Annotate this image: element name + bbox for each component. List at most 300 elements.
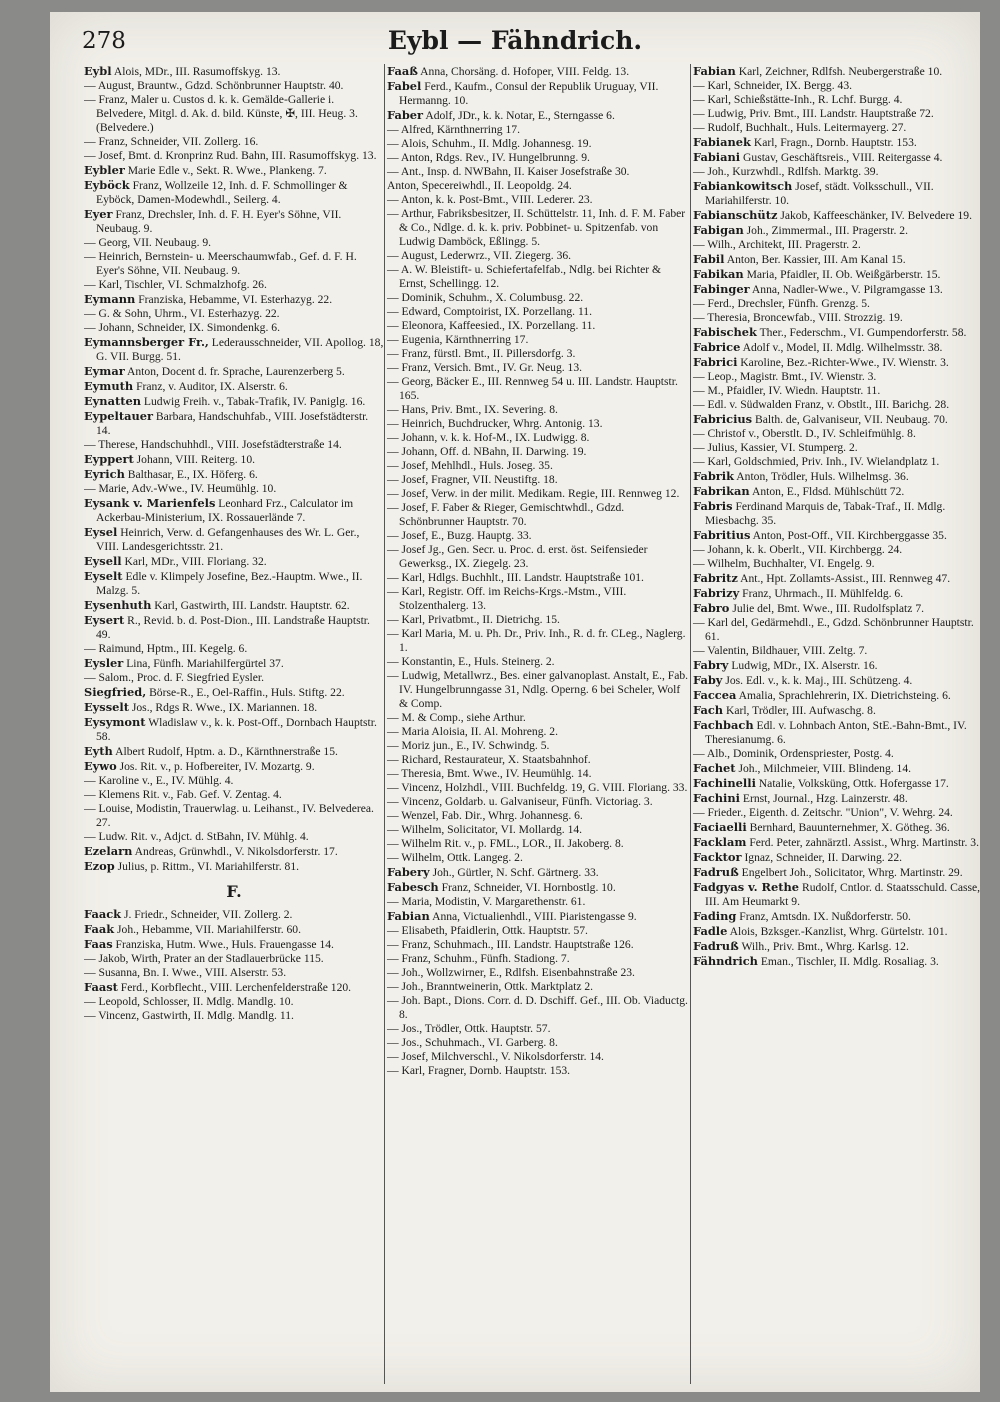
entry-details: Karl, Fragn., Dornb. Hauptstr. 153. [750,136,917,149]
directory-entry [387,319,689,333]
entry-details: Ferd. Peter, zahnärztl. Assist., Whrg. Martinstr. 3. [746,836,979,849]
entry-details: Karl, Gastwirth, III. Landstr. Hauptstr. 62. [151,599,350,612]
entry-surname: Eymann [84,292,136,306]
entry-details: — Arthur, Fabriksbesitzer, II. Schüttelstr. 11, Inh. d. F. M. Faber & Co., Ndlge. d. k. k. priv. Pobbinet- u. Spitzenfab. von Ludwig Damböck, Eßlingg. 5. [387,207,686,248]
directory-entry [84,452,384,467]
entry-details: Franz, Uhrmach., II. Mühlfeldg. 6. [739,587,904,600]
entry-details: Anton, Ber. Kassier, III. Am Kanal 15. [724,253,906,266]
directory-entry [693,340,983,355]
directory-entry [387,193,689,207]
entry-details: — Theresia, Bmt. Wwe., IV. Heumühlg. 14. [387,767,592,780]
entry-surname: Eypeltauer [84,409,154,423]
entry-details: Josef, städt. Volksschull., VII. Mariahilferstr. 10. [705,180,934,207]
entry-details: Natalie, Volksküng, Ottk. Hofergasse 17. [755,777,949,790]
directory-entry [84,980,384,995]
entry-details: — Wilhelm Rit. v., p. FML., LOR., II. Jakoberg. 8. [387,837,624,850]
directory-entry [693,616,983,644]
entry-details: Jos. Edl. v., k. k. Maj., III. Schützeng. 4. [722,674,913,687]
directory-entry [84,642,384,656]
entry-details: — Dominik, Schuhm., X. Columbusg. 22. [387,291,584,304]
directory-entry [693,121,983,135]
entry-details: Edle v. Klimpely Josefine, Bez.-Hauptm. Wwe., II. Malzg. 5. [96,570,363,597]
entry-details: — August, Lederwrz., VII. Ziegerg. 36. [387,249,572,262]
entry-details: — Ferd., Drechsler, Fünfh. Grenzg. 5. [693,297,870,310]
entry-details: — Susanna, Bn. I. Wwe., VIII. Alserstr. 53. [84,966,287,979]
entry-surname: Fabritz [693,571,738,585]
directory-entry [387,249,689,263]
directory-entry [693,179,983,208]
directory-entry [84,788,384,802]
directory-entry [693,370,983,384]
directory-entry [693,150,983,165]
entry-surname: Siegfried, [84,685,147,699]
entry-surname: Fachinelli [693,776,756,790]
entry-surname: Faast [84,980,118,994]
entry-details: Albert Rudolf, Hptm. a. D., Kärnthnerstraße 15. [112,745,338,758]
directory-entry [387,865,689,880]
entry-details: — Joh., Wollzwirner, E., Rdlfsh. Eisenbahnstraße 23. [387,966,635,979]
directory-entry [84,335,384,364]
entry-surname: Fabigan [693,223,744,237]
entry-details: — G. & Sohn, Uhrm., VI. Esterhazyg. 22. [84,307,280,320]
directory-entry [84,613,384,642]
entry-surname: Fabiani [693,150,741,164]
entry-details: — Heinrich, Buchdrucker, Whrg. Antonig. 13. [387,417,603,430]
directory-entry [387,207,689,249]
directory-entry [84,135,384,149]
entry-surname: Fabrik [693,469,735,483]
entry-surname: Fabricius [693,412,753,426]
directory-entry [387,417,689,431]
entry-details: Anton, Trödler, Huls. Wilhelmsg. 36. [734,470,909,483]
directory-entry [387,938,689,952]
directory-entry [387,739,689,753]
directory-entry [84,656,384,671]
directory-entry [84,685,384,700]
entry-details: Johann, VIII. Reiterg. 10. [133,453,256,466]
directory-entry [84,438,384,452]
directory-entry [84,995,384,1009]
column-1 [84,64,384,1384]
directory-entry [693,820,983,835]
directory-entry [387,137,689,151]
directory-entry [693,427,983,441]
directory-entry [693,924,983,939]
directory-entry [84,207,384,236]
directory-entry [693,791,983,806]
entry-surname: Faaß [387,64,418,78]
directory-entry [387,473,689,487]
directory-entry [693,718,983,747]
entry-details: Franziska, Hebamme, VI. Esterhazyg. 22. [135,293,333,306]
entry-details: Joh., Zimmermal., III. Pragerstr. 2. [743,224,908,237]
directory-entry [84,744,384,759]
directory-entry [84,1009,384,1023]
entry-surname: Faby [693,673,723,687]
directory-entry [84,525,384,554]
directory-entry [84,467,384,482]
directory-entry [693,586,983,601]
directory-entry [84,409,384,438]
entry-details: Julie del, Bmt. Wwe., III. Rudolfsplatz 7. [729,602,925,615]
directory-entry [693,499,983,528]
directory-entry [84,250,384,278]
entry-details: — Klemens Rit. v., Fab. Gef. V. Zentag. 4. [84,788,282,801]
entry-details: — Joh., Kurzwhdl., Rdlfsh. Marktg. 39. [693,165,879,178]
directory-entry [387,375,689,403]
entry-details: — Johann, v. k. k. Hof-M., IX. Ludwigg. 8. [387,431,590,444]
entry-details: — M. & Comp., siehe Arthur. [387,711,526,724]
entry-details: — Maria, Modistin, V. Margarethenstr. 61. [387,895,586,908]
entry-surname: Fabil [693,252,725,266]
entry-details: — Elisabeth, Pfaidlerin, Ottk. Hauptstr. 57. [387,924,588,937]
entry-details: — Johann, Schneider, IX. Simondenkg. 6. [84,321,280,334]
entry-details: — Wilhelm, Buchhalter, VI. Engelg. 9. [693,557,875,570]
entry-details: — Ludwig, Priv. Bmt., III. Landstr. Hauptstraße 72. [693,107,934,120]
entry-details: — Georg, Bäcker E., III. Rennweg 54 u. III. Landstr. Hauptstr. 165. [387,375,678,402]
entry-details: Lina, Fünfh. Mariahilfergürtel 37. [123,657,284,670]
directory-entry [387,403,689,417]
directory-entry [387,895,689,909]
directory-entry [84,774,384,788]
entry-details: — Karl, Schneider, IX. Bergg. 43. [693,79,853,92]
directory-entry [693,469,983,484]
entry-surname: Eymar [84,364,125,378]
entry-surname: Faak [84,922,115,936]
directory-entry [387,994,689,1022]
entry-details: — Heinrich, Bernstein- u. Meerschaumwfab., Gef. d. F. H. Eyer's Söhne, VII. Neubaug. 9. [84,250,357,277]
entry-details: — Johann, Off. d. NBahn, II. Darwing. 19. [387,445,587,458]
entry-details: Rudolf, Cntlor. d. Staatsschuld. Casse, III. Am Heumarkt 9. [705,881,981,908]
entry-details: — Leopold, Schlosser, II. Mdlg. Mandlg. 10. [84,995,294,1008]
entry-details: Franziska, Hutm. Wwe., Huls. Frauengasse 14. [112,938,334,951]
directory-entry [387,613,689,627]
entry-surname: Fadle [693,924,728,938]
entry-surname: Facklam [693,835,747,849]
entry-details: — Ludwig, Metallwrz., Bes. einer galvanoplast. Anstalt, E., Fab. IV. Hungelbrunngasse 31, Ndlg. Operng. 6 bei Scheler, Wolf & Comp. [387,669,689,710]
directory-entry [84,321,384,335]
directory-entry [387,1050,689,1064]
page-number: 278 [82,28,126,54]
entry-surname: Faccea [693,688,737,702]
directory-entry [84,966,384,980]
directory-entry [387,571,689,585]
entry-surname: Fabianek [693,135,751,149]
entry-details: Jos., Rdgs R. Wwe., IX. Mariannen. 18. [128,701,318,714]
entry-details: Ferd., Korbflecht., VIII. Lerchenfelderstraße 120. [117,981,352,994]
entry-surname: Fabrice [693,340,741,354]
column-2 [384,64,689,1384]
entry-details: — Joh. Bapt., Dions. Corr. d. D. Dschiff. Gef., III. Ob. Viaductg. 8. [387,994,688,1021]
entry-details: Ant., Hpt. Zollamts-Assist., III. Rennweg 47. [737,572,951,585]
directory-entry [84,844,384,859]
entry-details: — Josef, Milchverschl., V. Nikolsdorferstr. 14. [387,1050,604,1063]
directory-entry [693,850,983,865]
entry-details: — Vincenz, Gastwirth, II. Mdlg. Mandlg. 11. [84,1009,294,1022]
directory-entry [387,909,689,924]
directory-entry [693,384,983,398]
directory-entry [693,484,983,499]
directory-entry [387,459,689,473]
entry-details: Marie Edle v., Sekt. R. Wwe., Plankeng. 7. [124,164,327,177]
directory-entry [693,865,983,880]
directory-entry [693,673,983,688]
directory-entry [387,767,689,781]
entry-details: Alois, Bzksger.-Kanzlist, Whrg. Gürtelstr. 101. [727,925,948,938]
entry-details: Karl, Trödler, III. Aufwaschg. 8. [723,704,876,717]
directory-entry [387,1036,689,1050]
directory-entry [387,108,689,123]
entry-surname: Fabel [387,79,422,93]
entry-details: — Frieder., Eigenth. d. Zeitschr. "Union", V. Wehrg. 24. [693,806,953,819]
directory-entry [693,543,983,557]
directory-entry [84,759,384,774]
entry-surname: Eyer [84,207,113,221]
entry-details: Heinrich, Verw. d. Gefangenhauses des Wr. L. Ger., VIII. Landesgerichtsstr. 21. [96,526,360,553]
directory-entry [693,238,983,252]
directory-entry [387,725,689,739]
entry-details: — Theresia, Broncewfab., VIII. Strozzig. 19. [693,311,903,324]
directory-entry [693,267,983,282]
directory-entry [84,178,384,207]
entry-details: Karl, Zeichner, Rdlfsh. Neubergerstraße 10. [735,65,943,78]
entry-surname: Eysselt [84,700,129,714]
directory-entry [84,671,384,685]
entry-surname: Fabery [387,865,430,879]
entry-details: — Franz, Schuhmach., III. Landstr. Hauptstraße 126. [387,938,634,951]
entry-details: Wilh., Priv. Bmt., Whrg. Karlsg. 12. [738,940,909,953]
entry-details: — Josef Jg., Gen. Secr. u. Proc. d. erst. öst. Seifensieder Gewerksg., IX. Ziegelg. 23. [387,543,648,570]
entry-details: — Richard, Restaurateur, X. Staatsbahnhof. [387,753,591,766]
entry-surname: Fabinger [693,282,750,296]
entry-details: Karl, MDr., VIII. Floriang. 32. [121,555,267,568]
entry-details: — Franz, fürstl. Bmt., II. Pillersdorfg. 3. [387,347,576,360]
entry-details: — Josef, F. Faber & Rieger, Gemischtwhdl., Gdzd. Schönbrunner Hauptstr. 70. [387,501,625,528]
directory-entry [693,223,983,238]
running-head: Eybl — Fähndrich. [387,26,643,55]
entry-surname: Eybl [84,64,112,78]
entry-details: Franz, Drechsler, Inh. d. F. H. Eyer's Söhne, VII. Neubaug. 9. [96,208,342,235]
directory-entry [693,282,983,297]
entry-details: — Wilhelm, Ottk. Langeg. 2. [387,851,523,864]
directory-entry [693,688,983,703]
directory-entry [387,165,689,179]
entry-details: — Maria Aloisia, II. Al. Mohreng. 2. [387,725,558,738]
entry-surname: Fabro [693,601,730,615]
directory-entry [84,93,384,135]
directory-entry [387,333,689,347]
directory-entry [387,851,689,865]
directory-entry [387,980,689,994]
directory-entry [693,806,983,820]
entry-surname: Eymannsberger Fr., [84,335,209,349]
entry-details: Lederausschneider, VII. Apollog. 18, G. VII. Burgg. 51. [96,336,384,363]
directory-entry [693,909,983,924]
directory-entry [84,307,384,321]
entry-details: — Franz, Schneider, VII. Zollerg. 16. [84,135,259,148]
entry-details: J. Friedr., Schneider, VII. Zollerg. 2. [121,908,293,921]
entry-details: Ludwig Freih. v., Tabak-Trafik, IV. Paniglg. 16. [141,395,366,408]
directory-entry [387,347,689,361]
entry-details: Ferd., Kaufm., Consul der Republik Uruguay, VII. Hermanng. 10. [399,80,659,107]
directory-entry [84,554,384,569]
entry-details: — Rudolf, Buchhalt., Huls. Leitermayerg. 27. [693,121,907,134]
directory-entry [84,379,384,394]
entry-surname: Fabry [693,658,729,672]
entry-surname: Fach [693,703,724,717]
entry-details: Bernhard, Bauunternehmer, X. Götheg. 36. [746,821,950,834]
directory-entry [693,64,983,79]
column-3 [690,64,983,1384]
entry-details: Maria, Pfaidler, II. Ob. Weißgärberstr. 15. [743,268,941,281]
directory-entry [84,394,384,409]
entry-surname: Faber [387,108,424,122]
directory-entry [693,747,983,761]
directory-entry [387,501,689,529]
directory-entry [387,669,689,711]
entry-details: — Josef, E., Buzg. Hauptg. 33. [387,529,532,542]
directory-entry [387,263,689,291]
entry-surname: Eymuth [84,379,134,393]
section-heading: F. [226,882,242,901]
entry-details: — Franz, Versich. Bmt., IV. Gr. Neug. 13. [387,361,583,374]
entry-details: — Raimund, Hptm., III. Kegelg. 6. [84,642,248,655]
directory-entry [84,922,384,937]
entry-surname: Eyböck [84,178,130,192]
entry-details: — Eleonora, Kaffeesied., IX. Porzellang. 11. [387,319,596,332]
entry-details: — Karl, Tischler, VI. Schmalzhofg. 26. [84,278,267,291]
directory-entry [84,236,384,250]
entry-details: Eman., Tischler, II. Mdlg. Rosaliag. 3. [757,955,939,968]
entry-details: — Christof v., Oberstlt. D., IV. Schleifmühlg. 8. [693,427,916,440]
entry-details: Ther., Federschm., VI. Gumpendorferstr. 58. [756,326,967,339]
directory-entry [693,954,983,969]
entry-surname: Fadruß [693,865,739,879]
entry-details: Anna, Nadler-Wwe., V. Pilgramgasse 13. [749,283,943,296]
directory-entry [693,528,983,543]
entry-surname: Eysell [84,554,122,568]
entry-details: — Valentin, Bildhauer, VIII. Zeltg. 7. [693,644,868,657]
entry-details: — Therese, Handschuhhdl., VIII. Josefstädterstraße 14. [84,438,342,451]
entry-details: — Joh., Branntweinerin, Ottk. Marktplatz 2. [387,980,594,993]
entry-details: — Edward, Comptoirist, IX. Porzellang. 11. [387,305,593,318]
entry-details: — Karl, Hdlgs. Buchhlt., III. Landstr. Hauptstraße 101. [387,571,644,584]
directory-entry [387,487,689,501]
entry-details: — Alois, Schuhm., II. Mdlg. Johannesg. 19. [387,137,592,150]
entry-details: Jakob, Kaffeeschänker, IV. Belvedere 19. [777,209,972,222]
directory-entry [693,93,983,107]
entry-surname: Eysler [84,656,124,670]
entry-details: — Anton, k. k. Post-Bmt., VIII. Lederer. 23. [387,193,593,206]
entry-details: Anton, Docent d. fr. Sprache, Laurenzerberg 5. [124,365,345,378]
directory-entry [84,163,384,178]
entry-surname: Facktor [693,850,742,864]
entry-surname: Eysank v. Marienfels [84,496,216,510]
entry-surname: Fabrici [693,355,738,369]
entry-details: — Ant., Insp. d. NWBahn, II. Kaiser Josefstraße 30. [387,165,630,178]
entry-details: — Anton, Rdgs. Rev., IV. Hungelbrunng. 9. [387,151,590,164]
entry-details: Adolf, JDr., k. k. Notar, E., Sterngasse 6. [423,109,615,122]
directory-entry [387,151,689,165]
entry-surname: Fadgyas v. Rethe [693,880,800,894]
directory-entry [387,809,689,823]
directory-entry [693,601,983,616]
directory-entry [387,880,689,895]
entry-details: Julius, p. Rittm., VI. Mariahilferstr. 81. [114,860,300,873]
directory-entry [693,776,983,791]
directory-entry [387,585,689,613]
directory-entry [84,292,384,307]
directory-entry [387,627,689,655]
directory-entry [84,496,384,525]
entry-details: — Wilhelm, Solicitator, VI. Mollardg. 14. [387,823,583,836]
entry-details: Wladislaw v., k. k. Post-Off., Dornbach Hauptstr. 58. [96,716,377,743]
entry-details: Franz, v. Auditor, IX. Alserstr. 6. [133,380,288,393]
directory-entry [387,1022,689,1036]
entry-details: — M., Pfaidler, IV. Wiedn. Hauptstr. 11. [693,384,881,397]
entry-details: — Edl. v. Südwalden Franz, v. Obstlt., III. Barichg. 28. [693,398,950,411]
entry-surname: Faciaelli [693,820,747,834]
entry-details: Ignaz, Schneider, II. Darwing. 22. [741,851,903,864]
entry-details: — Jakob, Wirth, Prater an der Stadlauerbrücke 115. [84,952,324,965]
entry-surname: Faack [84,907,122,921]
entry-details: — Karl, Schießstätte-Inh., R. Lchf. Burgg. 4. [693,93,903,106]
entry-details: — Karl, Fragner, Dornb. Hauptstr. 153. [387,1064,571,1077]
entry-details: — Eugenia, Kärnthnerring 17. [387,333,529,346]
entry-surname: Eybler [84,163,125,177]
entry-details: Anna, Victualienhdl., VIII. Piaristengasse 9. [429,910,637,923]
entry-surname: Eysenhuth [84,598,152,612]
directory-entry [84,364,384,379]
directory-entry [693,311,983,325]
entry-details: — Franz, Maler u. Custos d. k. k. Gemälde-Gallerie i. Belvedere, Mitgl. d. Ak. d. bild. Künste, ✠, III. Heug. 3. (Belvedere.) [84,93,358,134]
entry-surname: Fabian [387,909,430,923]
entry-details: — Karl Maria, M. u. Ph. Dr., Priv. Inh., R. d. fr. CLeg., Naglerg. 1. [387,627,686,654]
entry-surname: Faas [84,937,113,951]
directory-entry [387,753,689,767]
directory-entry [693,835,983,850]
entry-surname: Eysel [84,525,118,539]
entry-details: Börse-R., E., Oel-Raffin., Huls. Stiftg. 22. [146,686,345,699]
entry-surname: Fadruß [693,939,739,953]
entry-details: — Georg, VII. Neubaug. 9. [84,236,212,249]
entry-details: Barbara, Handschuhfab., VIII. Josefstädterstr. 14. [96,410,369,437]
directory-entry [84,569,384,598]
entry-surname: Fähndrich [693,954,758,968]
entry-details: — A. W. Bleistift- u. Schiefertafelfab., Ndlg. bei Richter & Ernst, Schellingg. 12. [387,263,662,290]
directory-entry [693,297,983,311]
entry-surname: Eysert [84,613,125,627]
directory-entry [693,571,983,586]
entry-details: Anton, Post-Off., VII. Kirchberggasse 35. [750,529,947,542]
entry-details: Anton, E., Fldsd. Mühlschütt 72. [749,485,905,498]
directory-page [50,12,980,1392]
directory-entry [693,165,983,179]
entry-surname: Fabesch [387,880,439,894]
entry-details: Alois, MDr., III. Rasumoffskyg. 13. [111,65,281,78]
directory-entry [84,64,384,79]
directory-entry [387,711,689,725]
directory-entry [387,781,689,795]
directory-entry [693,557,983,571]
entry-surname: Fabiankowitsch [693,179,793,193]
entry-surname: Eywo [84,759,117,773]
entry-details: Andreas, Grünwhdl., V. Nikolsdorferstr. 17. [132,845,338,858]
directory-entry [84,482,384,496]
directory-entry [693,325,983,340]
entry-details: — Karl, Privatbmt., II. Dietrichg. 15. [387,613,560,626]
entry-details: — Karl, Registr. Off. im Reichs-Krgs.-Mstm., VIII. Stolzenthalerg. 13. [387,585,627,612]
